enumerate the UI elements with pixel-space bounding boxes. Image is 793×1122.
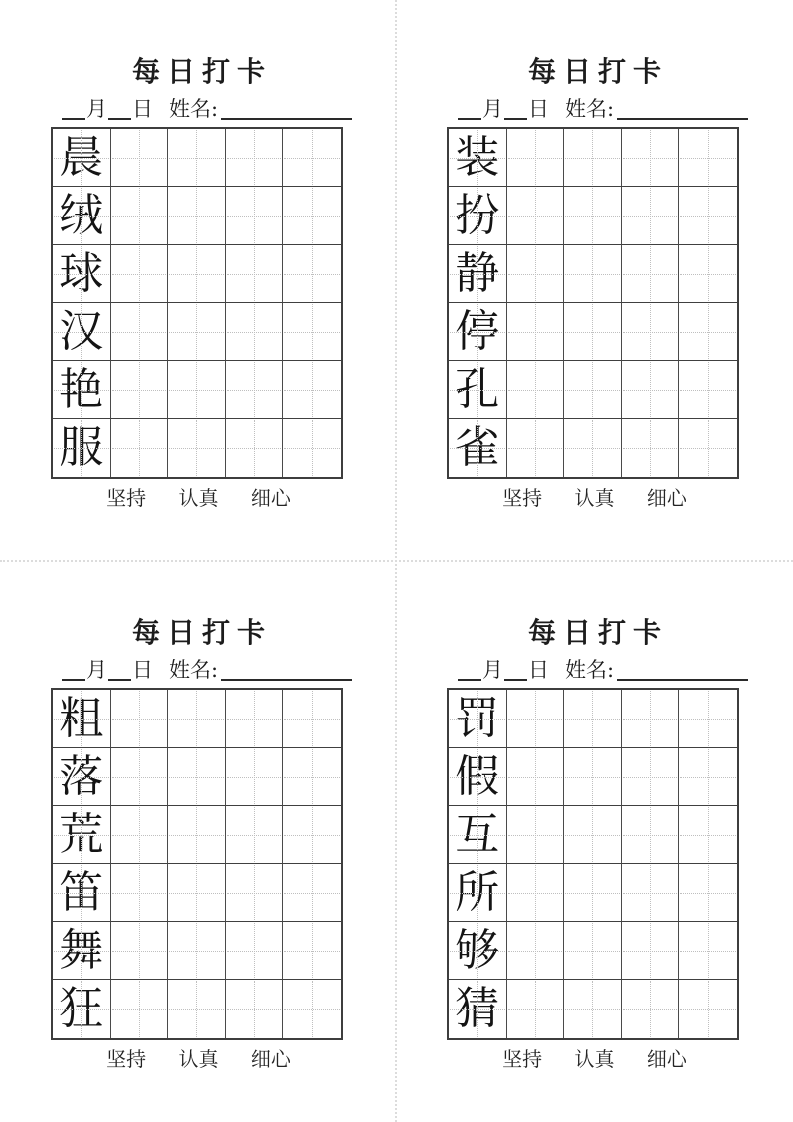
practice-cell [226, 922, 284, 980]
practice-cell [226, 864, 284, 922]
practice-cell [226, 245, 284, 303]
practice-cell [507, 303, 565, 361]
name-blank-line [221, 656, 352, 681]
footer-word: 细心 [646, 1047, 687, 1071]
practice-cell [564, 129, 622, 187]
name-blank-line [617, 95, 748, 120]
name-label: 姓名: [565, 657, 615, 682]
practice-cell [111, 187, 169, 245]
practice-cell [564, 864, 622, 922]
practice-cell [564, 748, 622, 806]
character-cell: 停 [449, 303, 507, 361]
footer-motto [396, 1043, 793, 1072]
practice-cell [226, 303, 284, 361]
practice-cell [226, 419, 284, 477]
character-cell: 孔 [449, 361, 507, 419]
character-cell: 绒 [53, 187, 111, 245]
practice-grid [447, 688, 739, 1040]
name-label: 姓名: [169, 657, 219, 682]
character-cell: 汉 [53, 303, 111, 361]
practice-cell [111, 303, 169, 361]
practice-grid [51, 688, 343, 1040]
practice-cell [226, 806, 284, 864]
practice-cell [283, 690, 341, 748]
day-label: 日 [132, 96, 153, 121]
practice-cell [679, 980, 737, 1038]
practice-cell [283, 864, 341, 922]
practice-card [0, 561, 397, 1122]
practice-cell [168, 129, 226, 187]
month-blank-line [62, 656, 85, 681]
card-title: 每日打卡 [527, 55, 668, 88]
practice-cell [679, 129, 737, 187]
practice-cell [168, 303, 226, 361]
practice-cell [168, 690, 226, 748]
practice-cell [679, 245, 737, 303]
practice-cell [507, 748, 565, 806]
practice-cell [283, 303, 341, 361]
name-blank-line [221, 95, 352, 120]
practice-cell [622, 922, 680, 980]
month-label: 月 [482, 96, 503, 121]
date-name-line [62, 95, 352, 120]
footer-motto [0, 482, 397, 511]
practice-cell [564, 690, 622, 748]
practice-card [396, 561, 793, 1122]
date-name-line [458, 656, 748, 681]
footer-motto [396, 482, 793, 511]
practice-cell [168, 245, 226, 303]
name-label: 姓名: [565, 96, 615, 121]
character-cell: 静 [449, 245, 507, 303]
practice-cell [507, 864, 565, 922]
practice-cell [226, 361, 284, 419]
practice-cell [679, 690, 737, 748]
practice-cell [283, 187, 341, 245]
footer-word: 坚持 [106, 486, 147, 510]
practice-cell [168, 980, 226, 1038]
practice-cell [283, 806, 341, 864]
character-cell: 晨 [53, 129, 111, 187]
practice-cell [679, 419, 737, 477]
practice-cell [168, 187, 226, 245]
practice-cell [283, 922, 341, 980]
character-cell: 舞 [53, 922, 111, 980]
card-title: 每日打卡 [527, 616, 668, 649]
character-cell: 互 [449, 806, 507, 864]
month-blank-line [62, 95, 85, 120]
practice-cell [111, 922, 169, 980]
month-label: 月 [86, 96, 107, 121]
practice-cell [679, 303, 737, 361]
practice-cell [507, 129, 565, 187]
practice-cell [622, 129, 680, 187]
practice-cell [564, 303, 622, 361]
practice-cell [111, 129, 169, 187]
footer-word: 认真 [178, 1047, 219, 1071]
character-cell: 扮 [449, 187, 507, 245]
practice-cell [168, 419, 226, 477]
footer-word: 细心 [646, 486, 687, 510]
practice-card [0, 0, 397, 561]
practice-cell [507, 187, 565, 245]
practice-cell [622, 303, 680, 361]
practice-cell [564, 361, 622, 419]
practice-cell [283, 129, 341, 187]
footer-word: 坚持 [502, 1047, 543, 1071]
practice-cell [111, 361, 169, 419]
practice-cell [564, 187, 622, 245]
practice-cell [622, 748, 680, 806]
day-label: 日 [132, 657, 153, 682]
footer-word: 细心 [250, 1047, 291, 1071]
character-cell: 够 [449, 922, 507, 980]
day-blank-line [504, 95, 527, 120]
month-label: 月 [86, 657, 107, 682]
practice-cell [622, 980, 680, 1038]
practice-cell [679, 806, 737, 864]
name-label: 姓名: [169, 96, 219, 121]
character-cell: 假 [449, 748, 507, 806]
practice-cell [507, 361, 565, 419]
character-cell: 艳 [53, 361, 111, 419]
character-cell: 笛 [53, 864, 111, 922]
practice-cell [226, 980, 284, 1038]
practice-cell [111, 980, 169, 1038]
footer-word: 细心 [250, 486, 291, 510]
card-title: 每日打卡 [131, 616, 272, 649]
character-cell: 猜 [449, 980, 507, 1038]
practice-cell [283, 980, 341, 1038]
practice-cell [679, 748, 737, 806]
practice-cell [679, 922, 737, 980]
footer-word: 坚持 [502, 486, 543, 510]
practice-cell [622, 419, 680, 477]
character-cell: 荒 [53, 806, 111, 864]
practice-cell [564, 245, 622, 303]
practice-cell [226, 748, 284, 806]
practice-cell [564, 806, 622, 864]
footer-word: 认真 [574, 486, 615, 510]
footer-word: 认真 [178, 486, 219, 510]
day-blank-line [108, 656, 131, 681]
month-blank-line [458, 95, 481, 120]
practice-cell [111, 690, 169, 748]
day-label: 日 [528, 96, 549, 121]
practice-cell [283, 419, 341, 477]
practice-cell [507, 922, 565, 980]
day-blank-line [504, 656, 527, 681]
practice-cell [622, 806, 680, 864]
practice-card [396, 0, 793, 561]
day-label: 日 [528, 657, 549, 682]
practice-cell [283, 245, 341, 303]
practice-cell [168, 748, 226, 806]
practice-cell [622, 690, 680, 748]
character-cell: 落 [53, 748, 111, 806]
practice-cell [507, 806, 565, 864]
footer-word: 认真 [574, 1047, 615, 1071]
month-label: 月 [482, 657, 503, 682]
character-cell: 罚 [449, 690, 507, 748]
footer-word: 坚持 [106, 1047, 147, 1071]
practice-cell [226, 690, 284, 748]
character-cell: 所 [449, 864, 507, 922]
card-title: 每日打卡 [131, 55, 272, 88]
practice-cell [226, 129, 284, 187]
practice-cell [564, 922, 622, 980]
practice-cell [622, 864, 680, 922]
character-cell: 狂 [53, 980, 111, 1038]
practice-cell [622, 361, 680, 419]
date-name-line [458, 95, 748, 120]
character-cell: 粗 [53, 690, 111, 748]
footer-motto [0, 1043, 397, 1072]
practice-cell [168, 806, 226, 864]
practice-cell [168, 864, 226, 922]
date-name-line [62, 656, 352, 681]
practice-grid [447, 127, 739, 479]
practice-cell [679, 864, 737, 922]
practice-cell [564, 419, 622, 477]
practice-cell [111, 864, 169, 922]
practice-cell [507, 245, 565, 303]
day-blank-line [108, 95, 131, 120]
character-cell: 服 [53, 419, 111, 477]
practice-cell [283, 748, 341, 806]
practice-cell [111, 748, 169, 806]
practice-cell [111, 419, 169, 477]
character-cell: 球 [53, 245, 111, 303]
practice-cell [679, 187, 737, 245]
practice-cell [111, 806, 169, 864]
practice-grid [51, 127, 343, 479]
practice-cell [168, 361, 226, 419]
practice-cell [507, 980, 565, 1038]
practice-cell [507, 419, 565, 477]
character-cell: 雀 [449, 419, 507, 477]
month-blank-line [458, 656, 481, 681]
practice-cell [564, 980, 622, 1038]
practice-cell [679, 361, 737, 419]
practice-cell [507, 690, 565, 748]
practice-cell [283, 361, 341, 419]
practice-cell [111, 245, 169, 303]
character-cell: 装 [449, 129, 507, 187]
name-blank-line [617, 656, 748, 681]
practice-cell [226, 187, 284, 245]
practice-cell [622, 187, 680, 245]
practice-cell [622, 245, 680, 303]
practice-cell [168, 922, 226, 980]
